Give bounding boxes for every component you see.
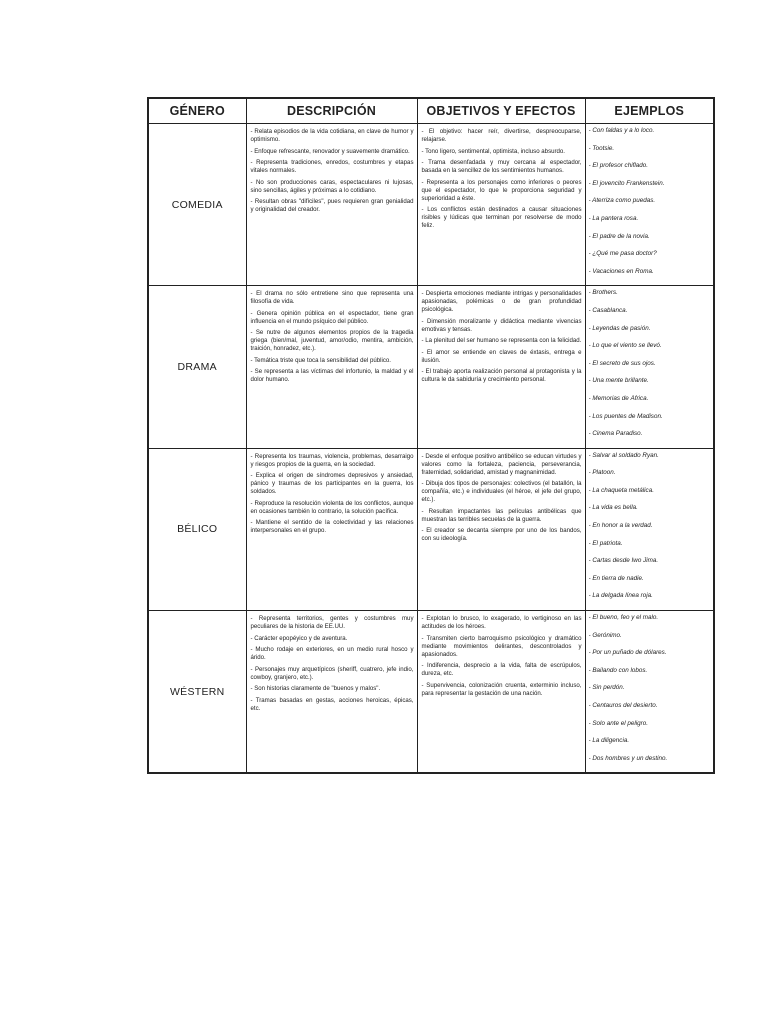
example-film: - La vida es bella. [588, 504, 638, 512]
example-film: - Tootsie. [588, 144, 615, 152]
description-cell [246, 124, 417, 286]
examples-cell [585, 611, 713, 773]
example-film: - Brothers. [588, 289, 618, 297]
description-item: - Representa tradiciones, enredos, costumbres y etapas vitales normales. [250, 159, 414, 174]
example-film: - Bailando con lobos. [588, 666, 648, 674]
example-film: - Solo ante el peligro. [588, 719, 649, 727]
description-item: - Relata episodios de la vida cotidiana, en clave de humor y optimismo. [250, 128, 414, 143]
example-film: - Vacaciones en Roma. [588, 267, 654, 275]
description-item: - Tramas basadas en gestas, acciones heroicas, épicas, etc. [250, 696, 414, 712]
objective-item: - Representa a los personajes como inferiores o peores que el espectador, lo que le proporciona seguridad y superioridad a éste. [421, 178, 582, 202]
example-film: - Casablanca. [588, 306, 628, 314]
header-descripcion: DESCRIPCIÓN [246, 99, 417, 124]
objective-item: - Trama desenfadada y muy cercana al espectador, basada en la sencillez de los sentimientos humanos. [421, 159, 582, 174]
example-film: - En tierra de nadie. [588, 574, 644, 582]
description-item: - Temática triste que toca la sensibilidad del público. [250, 356, 391, 364]
example-film: - Centauros del desierto. [588, 702, 658, 709]
example-film: - La diligencia. [588, 737, 630, 745]
objective-item: - Resultan impactantes las películas antibélicas que muestran las terribles secuelas de la guerra. [421, 507, 582, 523]
description-cell [246, 448, 417, 610]
description-item: - Representa los traumas, violencia, problemas, desarraigo y riesgos propios de la guerra, en la sociedad. [250, 452, 414, 468]
description-item: - No son producciones caras, espectaculares ni lujosas, sino sencillas, ágiles y próximas a lo cotidiano. [250, 178, 414, 194]
example-film: - Una mente brillante. [588, 377, 649, 385]
table-row-western [149, 611, 713, 773]
description-item: - Carácter epopéyico y de aventura. [250, 634, 348, 642]
example-film: - Aterriza como puedas. [588, 197, 656, 205]
description-item: - Mantiene el sentido de la colectividad y las relaciones interpersonales en el grupo. [250, 519, 414, 535]
example-film: - En honor a la verdad. [588, 522, 653, 530]
description-item: - Explica el origen de síndromes depresivos y ansiedad, pánico y traumas de los participantes en la guerra, los soldados. [250, 472, 414, 496]
example-film: - El secreto de sus ojos. [588, 359, 656, 367]
example-film: - Dos hombres y un destino. [588, 754, 668, 762]
example-film: - Con faldas y a lo loco. [588, 127, 655, 134]
genre-table [149, 99, 713, 772]
genre-table-container [147, 97, 715, 774]
objective-item: - Explotan lo brusco, lo exagerado, lo vertiginoso en las actitudes de los héroes. [421, 615, 582, 631]
table-row-drama [149, 286, 713, 448]
description-item: - Genera opinión pública en el espectador, tiene gran influencia en el mundo psíquico del público. [250, 309, 414, 325]
genre-cell: DRAMA [149, 286, 246, 448]
objective-item: - Supervivencia, colonización cruenta, exterminio incluso, para representar la gestación de una nación. [421, 681, 582, 697]
header-genero: GÉNERO [149, 99, 246, 124]
example-film: - El profesor chiflado. [588, 162, 648, 170]
description-item: - Mucho rodaje en exteriores, en un medio rural hosco y árido. [250, 646, 414, 662]
example-film: - El jovencito Frankenstein. [588, 179, 665, 187]
genre-cell: WÉSTERN [149, 611, 246, 773]
example-film: - Leyendas de pasión. [588, 324, 651, 332]
objective-item: - Despierta emociones mediante intrigas y personalidades apasionadas, polémicas o de gran profundidad psicológica. [421, 290, 582, 314]
example-film: - Los puentes de Madison. [588, 412, 663, 420]
objective-item: - Tono ligero, sentimental, optimista, incluso absurdo. [421, 147, 566, 155]
table-row-comedia [149, 124, 713, 286]
objectives-cell [417, 286, 585, 448]
objective-item: - La plenitud del ser humano se representa con la felicidad. [421, 337, 582, 345]
examples-cell [585, 448, 713, 610]
objective-item: - Indiferencia, desprecio a la vida, falta de escrúpulos, dureza, etc. [421, 662, 582, 678]
objective-item: - Los conflictos están destinados a causar situaciones risibles y lúdicas que terminan por resolverse de modo feliz. [421, 206, 582, 229]
example-film: - El patriota. [588, 539, 623, 547]
example-film: - Platoon. [588, 469, 616, 477]
description-item: - El drama no sólo entretiene sino que representa una filosofía de vida. [250, 290, 414, 306]
example-film: - Cartas desde Iwo Jima. [588, 557, 659, 565]
objective-item: - El creador se decanta siempre por uno de los bandos, con su ideología. [421, 527, 582, 543]
objectives-cell [417, 611, 585, 773]
table-header-row [149, 99, 713, 124]
example-film: - La chaqueta metálica. [588, 486, 654, 494]
objective-item: - El objetivo: hacer reír, divertirse, despreocuparse, relajarse. [421, 128, 582, 143]
description-item: - Se nutre de algunos elementos propios de la tragedia griega (bien/mal, juventud, amor/odio, mentira, ambición, traición, honradez, etc.). [250, 329, 414, 353]
example-film: - Salvar al soldado Ryan. [588, 451, 659, 459]
objective-item: - El amor se entiende en claves de éxtasis, entrega e ilusión. [421, 348, 582, 364]
examples-cell [585, 286, 713, 448]
example-film: - El bueno, feo y el malo. [588, 614, 659, 622]
objective-item: - Transmiten cierto barroquismo psicológico y dramático mediante movimientos delirantes, descontrolados y apasionados. [421, 634, 582, 658]
example-film: - Gerónimo. [588, 631, 622, 639]
description-cell [246, 286, 417, 448]
description-item: - Reproduce la resolución violenta de los conflictos, aunque en ocasiones también lo contrario, la solución pacífica. [250, 499, 414, 515]
objective-item: - Desde el enfoque positivo antibélico se educan virtudes y valores como la fortaleza, paciencia, perseverancia, fraternidad, solidaridad, amistad y magnanimidad. [421, 452, 582, 476]
example-film: - Cinema Paradiso. [588, 430, 643, 438]
description-cell [246, 611, 417, 773]
example-film: - ¿Qué me pasa doctor? [588, 250, 657, 258]
objective-item: - Dimensión moralizante y didáctica mediante vivencias emotivas y tensas. [421, 317, 582, 333]
example-film: - Lo que el viento se llevó. [588, 342, 662, 350]
example-film: - Memorias de África. [588, 394, 649, 402]
description-item: - Resultan obras "difíciles", pues requieren gran genialidad y originalidad del creador. [250, 198, 414, 213]
examples-cell [585, 124, 713, 286]
description-item: - Enfoque refrescante, renovador y suavemente dramático. [250, 147, 410, 155]
objective-item: - Dibuja dos tipos de personajes: colectivos (el batallón, la compañía, etc.) e individuales (el héroe, el jefe del grupo, etc.). [421, 480, 582, 504]
objectives-cell [417, 448, 585, 610]
description-item: - Representa territorios, gentes y costumbres muy peculiares de la historia de EE.UU. [250, 615, 414, 631]
example-film: - El padre de la novia. [588, 232, 650, 240]
description-item: - Son historias claramente de "buenos y malos". [250, 685, 381, 693]
genre-cell: BÉLICO [149, 448, 246, 610]
example-film: - La pantera rosa. [588, 214, 639, 222]
objectives-cell [417, 124, 585, 286]
example-film: - La delgada línea roja. [588, 592, 653, 600]
header-objetivos: OBJETIVOS Y EFECTOS [417, 99, 585, 124]
example-film: - Por un puñado de dólares. [588, 649, 667, 657]
description-item: - Se representa a las víctimas del infortunio, la maldad y el dolor humano. [250, 368, 414, 384]
description-item: - Personajes muy arquetípicos (sheriff, cuatrero, jefe indio, cowboy, granjero, etc.). [250, 665, 414, 681]
header-ejemplos: EJEMPLOS [585, 99, 713, 124]
example-film: - Sin perdón. [588, 684, 625, 692]
genre-cell: COMEDIA [149, 124, 246, 286]
objective-item: - El trabajo aporta realización personal al protagonista y la cultura le da sabiduría y crecimiento personal. [421, 368, 582, 384]
table-row-belico [149, 448, 713, 610]
